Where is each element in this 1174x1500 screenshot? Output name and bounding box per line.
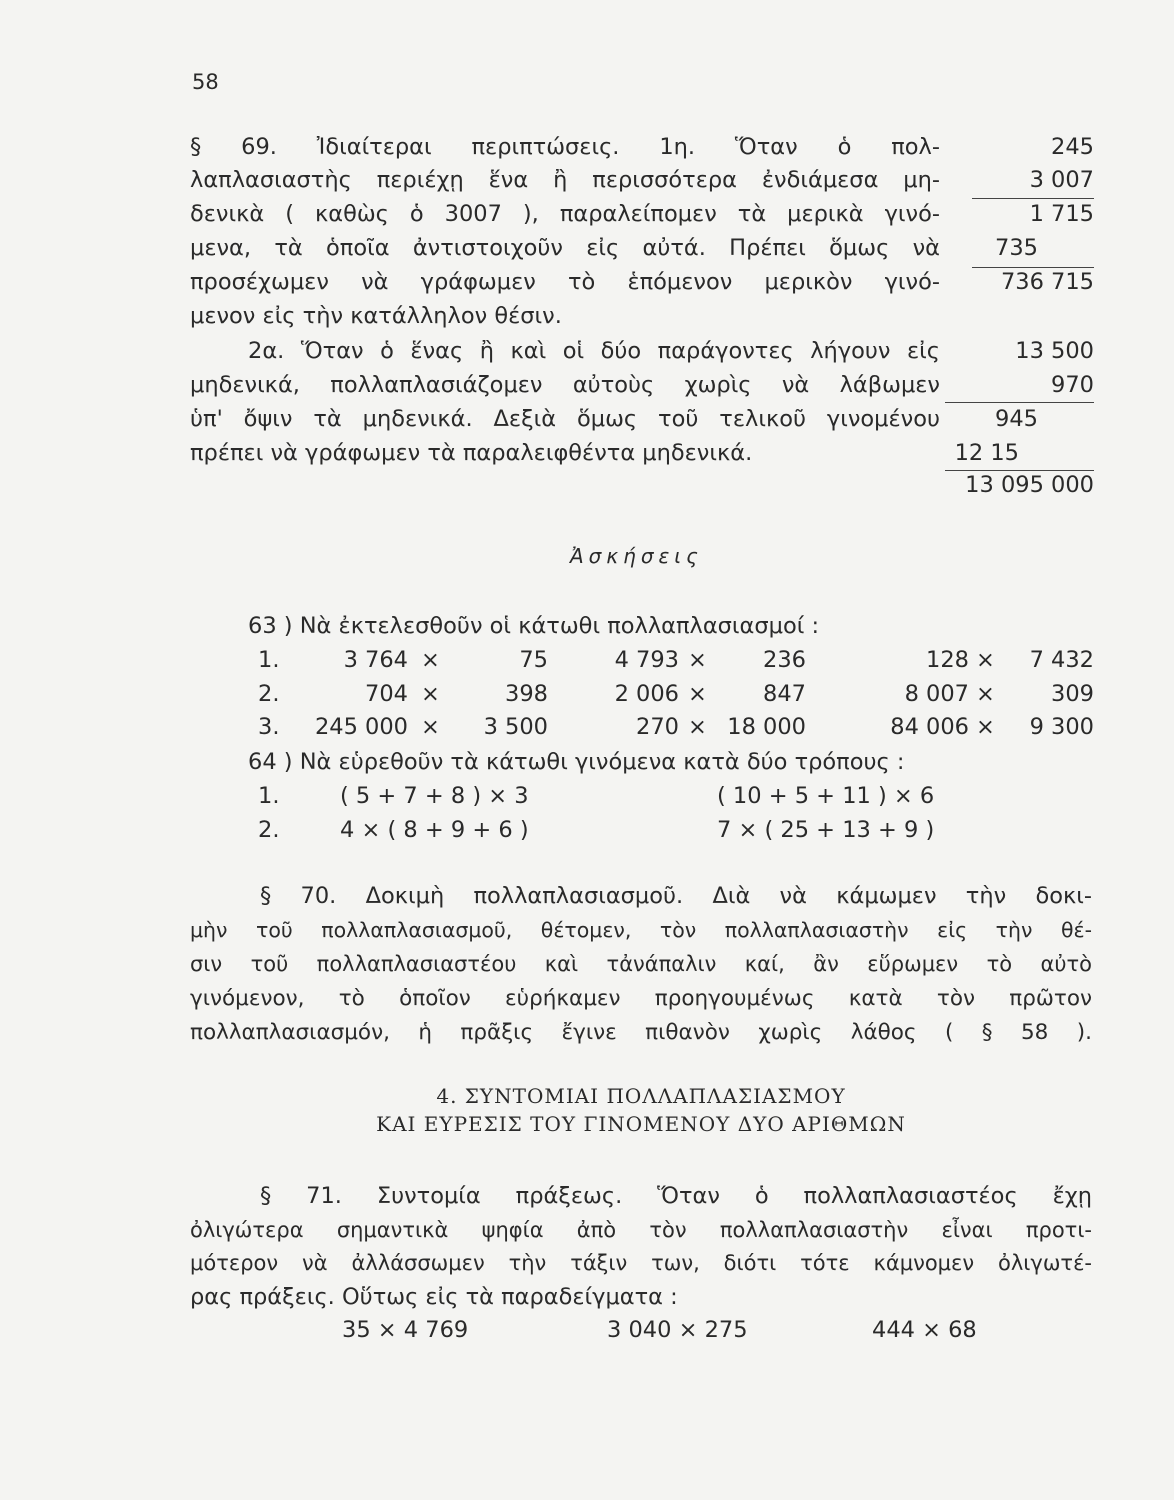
text-line: προσέχωμεν νὰ γράφωμεν τὸ ἑπόμενον μερικὸν γινό- — [190, 269, 940, 295]
factor: 398 — [505, 681, 548, 707]
calc-number: 12 15 — [954, 440, 1019, 466]
factor: 128 — [926, 647, 969, 673]
times-sign: × — [421, 647, 440, 673]
text-line: μὴν τοῦ πολλαπλασιασμοῦ, θέτομεν, τὸν πολλαπλασιαστὴν εἰς τὴν θέ- — [190, 918, 1092, 942]
times-sign: × — [976, 681, 995, 707]
calc-number: 736 715 — [1000, 269, 1094, 295]
factor: 3 500 — [483, 714, 548, 740]
text-line: μενα, τὰ ὁποῖα ἀντιστοιχοῦν εἰς αὐτά. Πρέπει ὅμως νὰ — [190, 235, 940, 261]
text-line: πολλαπλασιασμόν, ἡ πρᾶξις ἔγινε πιθανὸν χωρὶς λάθος ( § 58 ). — [190, 1020, 1092, 1045]
text-line: 2α. Ὅταν ὁ ἕνας ἢ καὶ οἱ δύο παράγοντες λήγουν εἰς — [248, 338, 940, 364]
row-number: 2. — [258, 681, 280, 707]
factor: 236 — [763, 647, 806, 673]
text-line: § 69. Ἰδιαίτεραι περιπτώσεις. 1η. Ὅταν ὁ πολ- — [190, 134, 940, 160]
calc-number: 735 — [995, 235, 1038, 261]
row-number: 1. — [258, 783, 280, 809]
times-sign: × — [976, 647, 995, 673]
factor: 3 764 — [343, 647, 408, 673]
text-line: πρέπει νὰ γράφωμεν τὰ παραλειφθέντα μηδενικά. — [190, 440, 753, 466]
times-sign: × — [976, 714, 995, 740]
calc-number: 13 095 000 — [965, 472, 1094, 498]
example-product: 35 × 4 769 — [342, 1317, 469, 1343]
times-sign: × — [688, 681, 707, 707]
row-number: 2. — [258, 817, 280, 843]
factor: 84 006 — [890, 714, 969, 740]
row-number: 1. — [258, 647, 280, 673]
text-line: ρας πράξεις. Οὕτως εἰς τὰ παραδείγματα : — [190, 1284, 678, 1310]
factor: 18 000 — [727, 714, 806, 740]
factor: 309 — [1051, 681, 1094, 707]
factor: 2 006 — [614, 681, 679, 707]
text-line: § 71. Συντομία πράξεως. Ὅταν ὁ πολλαπλασιαστέος ἔχῃ — [260, 1183, 1092, 1209]
page-number: 58 — [192, 70, 219, 94]
expression: ( 10 + 5 + 11 ) × 6 — [717, 783, 935, 809]
text-line: σιν τοῦ πολλαπλασιαστέου καὶ τἀνάπαλιν καί, ἂν εὕρωμεν τὸ αὐτὸ — [190, 952, 1092, 976]
factor: 8 007 — [904, 681, 969, 707]
example-product: 3 040 × 275 — [607, 1317, 748, 1343]
text-line: ὀλιγώτερα σημαντικὰ ψηφία ἀπὸ τὸν πολλαπλασιαστὴν εἶναι προτι- — [190, 1218, 1092, 1242]
calc-number: 245 — [1051, 134, 1094, 160]
times-sign: × — [421, 681, 440, 707]
text-line: μηδενικά, πολλαπλασιάζομεν αὐτοὺς χωρὶς νὰ λάβωμεν — [190, 372, 940, 398]
factor: 75 — [519, 647, 548, 673]
factor: 245 000 — [314, 714, 408, 740]
text-line: § 70. Δοκιμὴ πολλαπλασιασμοῦ. Διὰ νὰ κάμωμεν τὴν δοκι- — [260, 883, 1092, 909]
row-number: 3. — [258, 714, 280, 740]
exercises-title: Ἀσκήσεις — [570, 544, 703, 568]
times-sign: × — [688, 714, 707, 740]
text-line: δενικὰ ( καθὼς ὁ 3007 ), παραλείπομεν τὰ μερικὰ γινό- — [190, 201, 940, 227]
calc-number: 13 500 — [1015, 338, 1094, 364]
text-line: λαπλασιαστὴς περιέχῃ ἕνα ἢ περισσότερα ἐνδιάμεσα μη- — [190, 167, 940, 193]
times-sign: × — [688, 647, 707, 673]
calc-number: 3 007 — [1029, 167, 1094, 193]
text-line: γινόμενον, τὸ ὁποῖον εὑρήκαμεν προηγουμένως κατὰ τὸν πρῶτον — [190, 986, 1092, 1011]
factor: 270 — [636, 714, 679, 740]
calc-number: 945 — [995, 406, 1038, 432]
chapter-heading-line-1: 4. ΣΥΝΤΟΜΙΑΙ ΠΟΛΛΑΠΛΑΣΙΑΣΜΟΥ — [436, 1084, 846, 1108]
text-line: μενον εἰς τὴν κατάλληλον θέσιν. — [190, 303, 562, 329]
exercise-intro: 64 ) Νὰ εὑρεθοῦν τὰ κάτωθι γινόμενα κατὰ δύο τρόπους : — [248, 749, 905, 775]
factor: 704 — [365, 681, 408, 707]
times-sign: × — [421, 714, 440, 740]
factor: 4 793 — [614, 647, 679, 673]
factor: 847 — [763, 681, 806, 707]
factor: 9 300 — [1029, 714, 1094, 740]
expression: 4 × ( 8 + 9 + 6 ) — [340, 817, 529, 843]
chapter-heading-line-2: ΚΑΙ ΕΥΡΕΣΙΣ ΤΟΥ ΓΙΝΟΜΕΝΟΥ ΔΥΟ ΑΡΙΘΜΩΝ — [376, 1112, 906, 1136]
expression: ( 5 + 7 + 8 ) × 3 — [340, 783, 529, 809]
expression: 7 × ( 25 + 13 + 9 ) — [717, 817, 935, 843]
example-product: 444 × 68 — [872, 1317, 977, 1343]
text-line: ὑπ' ὄψιν τὰ μηδενικά. Δεξιὰ ὅμως τοῦ τελικοῦ γινομένου — [190, 406, 940, 432]
calc-number: 1 715 — [1029, 201, 1094, 227]
exercise-intro: 63 ) Νὰ ἐκτελεσθοῦν οἱ κάτωθι πολλαπλασιασμοί : — [248, 613, 820, 639]
calc-number: 970 — [1051, 372, 1094, 398]
text-line: μότερον νὰ ἀλλάσσωμεν τὴν τάξιν των, διότι τότε κάμνομεν ὀλιγωτέ- — [190, 1251, 1092, 1275]
factor: 7 432 — [1029, 647, 1094, 673]
